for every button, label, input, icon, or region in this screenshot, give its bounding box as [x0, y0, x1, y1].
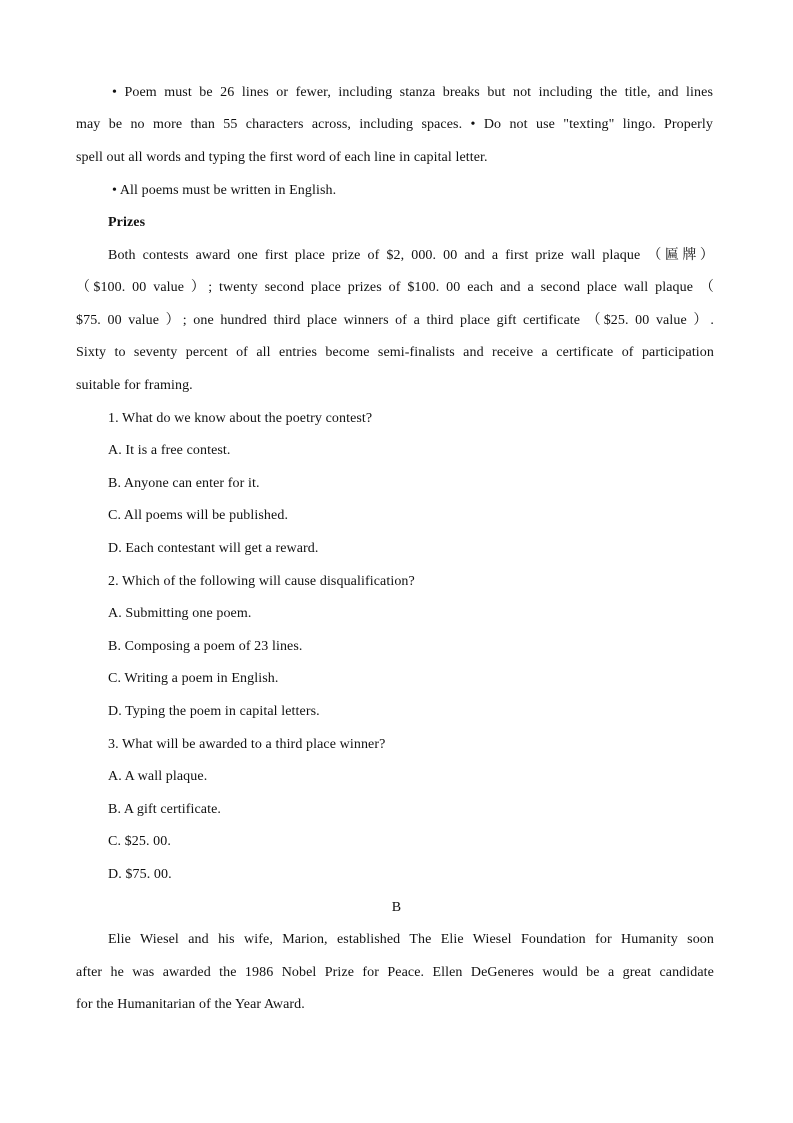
prizes-line-3-wrapper	[76, 312, 714, 330]
question-2-stem: 2. Which of the following will cause disqualification?	[108, 574, 415, 589]
section-b-line-1-wrapper	[108, 931, 714, 949]
rule-line-2: may be no more than 55 characters across, including spaces. • Do not use "texting" lingo. Properly	[76, 117, 713, 132]
prizes-line-1-wrapper	[108, 247, 714, 265]
question-1-option-c: C. All poems will be published.	[108, 508, 289, 523]
section-b-line-1: Elie Wiesel and his wife, Marion, established The Elie Wiesel Foundation for Humanity soon	[108, 932, 714, 947]
rule-line-1: • Poem must be 26 lines or fewer, including stanza breaks but not including the title, and lines	[112, 85, 713, 100]
question-3-option-b: B. A gift certificate.	[108, 802, 221, 817]
prizes-line-4: Sixty to seventy percent of all entries become semi-finalists and receive a certificate of participation	[76, 345, 714, 360]
section-label-b: B	[391, 900, 402, 915]
section-b-line-2-wrapper	[76, 964, 714, 982]
question-1-option-d: D. Each contestant will get a reward.	[108, 541, 319, 556]
question-2-option-c: C. Writing a poem in English.	[108, 671, 279, 686]
rule-line-3: spell out all words and typing the first word of each line in capital letter.	[76, 150, 488, 165]
question-1-option-b: B. Anyone can enter for it.	[108, 476, 260, 491]
rule-bullet-lines-limit	[112, 84, 713, 102]
section-heading-prizes: Prizes	[108, 215, 146, 230]
section-b-line-2: after he was awarded the 1986 Nobel Prize for Peace. Ellen DeGeneres would be a great candidate	[76, 965, 714, 980]
question-1-stem: 1. What do we know about the poetry contest?	[108, 411, 373, 426]
prizes-line-5: suitable for framing.	[76, 378, 193, 393]
question-1-option-a: A. It is a free contest.	[108, 443, 231, 458]
question-2-option-a: A. Submitting one poem.	[108, 606, 252, 621]
prizes-line-2: （$100. 00 value ）; twenty second place prizes of $100. 00 each and a second place wall plaque （	[76, 280, 714, 295]
rule-line-2-wrapper	[76, 116, 713, 134]
prizes-line-4-wrapper	[76, 344, 714, 362]
question-2-option-b: B. Composing a poem of 23 lines.	[108, 639, 303, 654]
question-3-option-a: A. A wall plaque.	[108, 769, 208, 784]
prizes-line-2-wrapper	[76, 279, 714, 297]
section-b-line-3: for the Humanitarian of the Year Award.	[76, 997, 305, 1012]
question-3-option-c: C. $25. 00.	[108, 834, 171, 849]
question-2-option-d: D. Typing the poem in capital letters.	[108, 704, 320, 719]
question-3-option-d: D. $75. 00.	[108, 867, 172, 882]
prizes-line-3: $75. 00 value ）; one hundred third place winners of a third place gift certificate （$25. 00 value ）.	[76, 313, 714, 328]
rule-bullet-english: • All poems must be written in English.	[112, 183, 337, 198]
question-3-stem: 3. What will be awarded to a third place winner?	[108, 737, 386, 752]
prizes-line-1: Both contests award one first place prize of $2, 000. 00 and a first prize wall plaque （匾牌）	[108, 248, 714, 263]
